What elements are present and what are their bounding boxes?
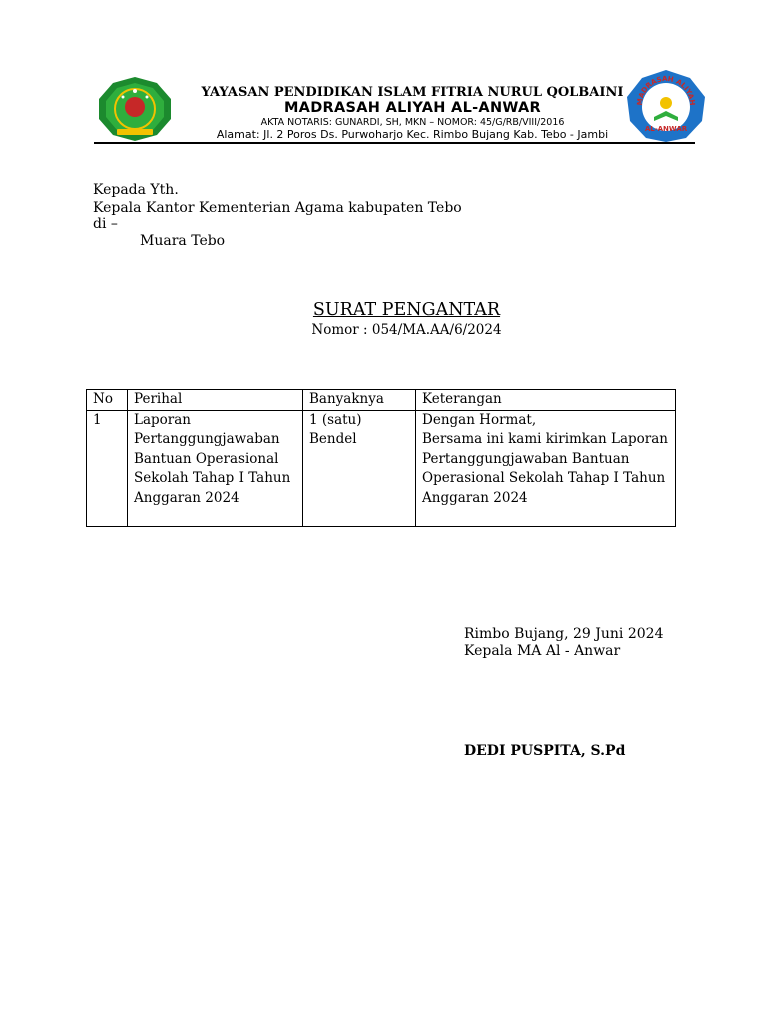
letterhead-divider <box>94 142 695 144</box>
table-header-row <box>87 390 676 411</box>
logo-caption: AL-ANWAR <box>644 125 688 133</box>
perihal-line: Bantuan Operasional <box>134 450 279 467</box>
table-row <box>87 410 676 526</box>
notary-deed: AKTA NOTARIS: GUNARDI, SH, MKN – NOMOR: 45/G/RB/VIII/2016 <box>260 117 565 128</box>
items-table <box>86 389 676 527</box>
cell-perihal <box>128 410 303 526</box>
recipient-di: di – <box>93 216 118 232</box>
perihal-line: Sekolah Tahap I Tahun <box>134 470 291 486</box>
cell-banyaknya: 1 (satu) Bendel <box>303 410 416 526</box>
school-address: Alamat: Jl. 2 Poros Ds. Purwoharjo Kec. Rimbo Bujang Kab. Tebo - Jambi <box>216 128 609 141</box>
perihal-line: Laporan <box>134 411 191 428</box>
school-name: MADRASAH ALIYAH AL-ANWAR <box>283 100 542 116</box>
header-no: No <box>87 390 128 411</box>
header-perihal: Perihal <box>128 390 303 411</box>
foundation-logo-icon <box>97 75 173 143</box>
signature-position: Kepala MA Al - Anwar <box>464 643 621 659</box>
letter-title: SURAT PENGANTAR <box>312 300 501 320</box>
perihal-line: Pertanggungjawaban <box>134 431 280 447</box>
madrasah-aliyah-logo-icon <box>626 69 706 143</box>
keterangan-line: Anggaran 2024 <box>422 489 528 506</box>
letter-number: Nomor : 054/MA.AA/6/2024 <box>311 322 502 338</box>
perihal-line: Anggaran 2024 <box>134 489 240 506</box>
keterangan-line: Pertanggungjawaban Bantuan <box>422 450 630 467</box>
cell-keterangan <box>416 410 676 526</box>
cell-no: 1 <box>87 410 128 526</box>
keterangan-line: Operasional Sekolah Tahap I Tahun <box>422 470 666 486</box>
logo-arc-text: MADRASAH ALIYAH <box>635 74 697 106</box>
keterangan-line: Bersama ini kami kirimkan Laporan <box>422 431 669 447</box>
recipient-salutation: Kepada Yth. <box>93 182 179 198</box>
recipient-city: Muara Tebo <box>140 233 226 249</box>
keterangan-line: Dengan Hormat, <box>422 411 537 428</box>
foundation-name: YAYASAN PENDIDIKAN ISLAM FITRIA NURUL QOLBAINI <box>201 85 624 100</box>
signature-place-date: Rimbo Bujang, 29 Juni 2024 <box>464 626 664 642</box>
header-keterangan: Keterangan <box>416 390 676 411</box>
header-banyaknya: Banyaknya <box>303 390 416 411</box>
recipient-office: Kepala Kantor Kementerian Agama kabupaten Tebo <box>93 200 462 216</box>
signature-name: DEDI PUSPITA, S.Pd <box>464 743 626 759</box>
